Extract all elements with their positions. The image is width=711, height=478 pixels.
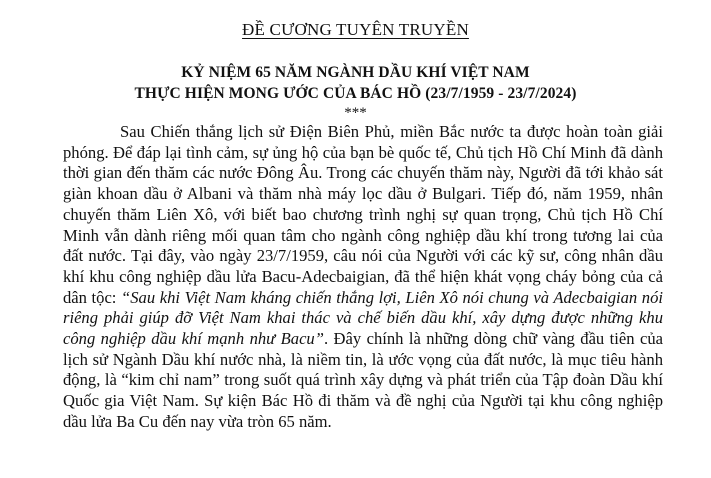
main-title-line-2: THỰC HIỆN MONG ƯỚC CỦA BÁC HỒ (23/7/1959 - 23/7/2024) xyxy=(134,85,577,102)
body-paragraph xyxy=(63,122,663,433)
paragraph-conclusion-text: . Đây chính là những dòng chữ vàng đầu tiên của lịch sử Ngành Dầu khí nước nhà, là niềm tin, là ước vọng của đất nước, là mục tiêu hành động, là “kim chỉ nam” trong suốt quá trình xây dựng và phát triển của Tập đoàn Dầu khí Quốc gia Việt Nam. Sự kiện Bác Hồ đi thăm và đề nghị của Người tại khu công nghiệp dầu lửa Ba Cu đến nay vừa tròn 65 năm. xyxy=(63,329,663,431)
main-title-line-1: KỶ NIỆM 65 NĂM NGÀNH DẦU KHÍ VIỆT NAM xyxy=(181,64,530,81)
paragraph-quote-text: “Sau khi Việt Nam kháng chiến thắng lợi, Liên Xô nói chung và Adecbaigian nói riêng phải giúp đỡ Việt Nam khai thác và chế biến dầu khí, xây dựng được những khu công nghiệp dầu khí mạnh như Bacu” xyxy=(63,287,664,349)
section-separator: *** xyxy=(344,105,367,121)
paragraph-intro-text: Sau Chiến thắng lịch sử Điện Biên Phủ, miền Bắc nước ta được hoàn toàn giải phóng. Để đáp lại tình cảm, sự ủng hộ của bạn bè quốc tế, Chủ tịch Hồ Chí Minh đã dành thời gian đến thăm các nước Đông Âu. Trong các chuyến thăm này, Người đã tới khảo sát giàn khoan dầu ở Albani và thăm nhà máy lọc dầu ở Bulgari. Tiếp đó, năm 1959, nhân chuyến thăm Liên Xô, với biết bao chương trình nghị sự quan trọng, Chủ tịch Hồ Chí Minh vẫn dành riêng mối quan tâm cho ngành công nghiệp dầu khí trong tương lai của đất nước. Tại đây, vào ngày 23/7/1959, câu nói của Người với các kỹ sư, công nhân dầu khí khu công nghiệp dầu lửa Bacu-Adecbaigian, đã thể hiện khát vọng cháy bỏng của cả dân tộc: xyxy=(63,122,663,307)
outline-title: ĐỀ CƯƠNG TUYÊN TRUYỀN xyxy=(242,20,469,39)
